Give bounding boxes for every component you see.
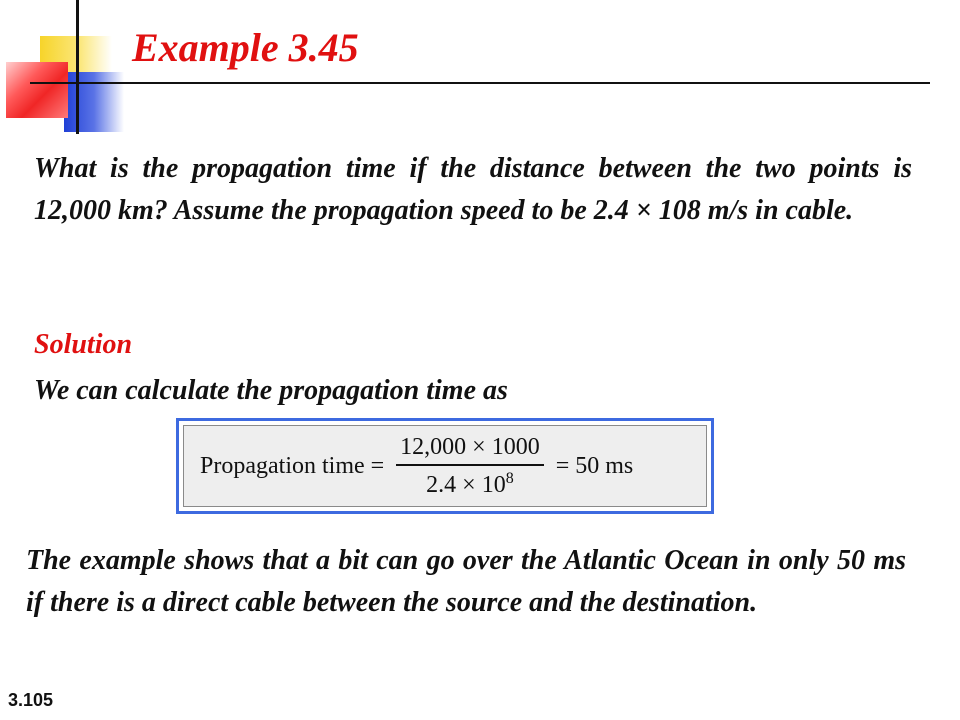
- question-text: What is the propagation time if the distance between the two points is 12,000 km? Assume the propagation speed to be 2.4 × 108 m/s in cable.: [34, 153, 912, 226]
- page-number: 3.105: [8, 690, 54, 710]
- solution-intro: We can calculate the propagation time as: [34, 375, 508, 406]
- solution-label: Solution: [34, 329, 133, 360]
- formula-denominator-exponent: 8: [505, 469, 514, 487]
- title-underline: [30, 82, 930, 84]
- decor-vertical-line: [76, 0, 79, 134]
- formula-numerator: 12,000 × 1000: [396, 434, 544, 466]
- decor-blue-square: [64, 72, 124, 132]
- formula-result: = 50 ms: [555, 452, 634, 479]
- formula-denominator-base: 2.4 × 10: [426, 471, 506, 498]
- formula-box: [176, 418, 714, 514]
- formula-lhs: Propagation time =: [200, 452, 385, 479]
- formula-fraction: [396, 434, 544, 499]
- formula: [183, 425, 707, 507]
- conclusion-text: The example shows that a bit can go over the Atlantic Ocean in only 50 ms if there is a direct cable between the source and the destination.: [26, 545, 906, 618]
- formula-denominator: [422, 466, 518, 499]
- slide-title: Example 3.45: [132, 25, 359, 70]
- decor-red-square: [6, 62, 68, 118]
